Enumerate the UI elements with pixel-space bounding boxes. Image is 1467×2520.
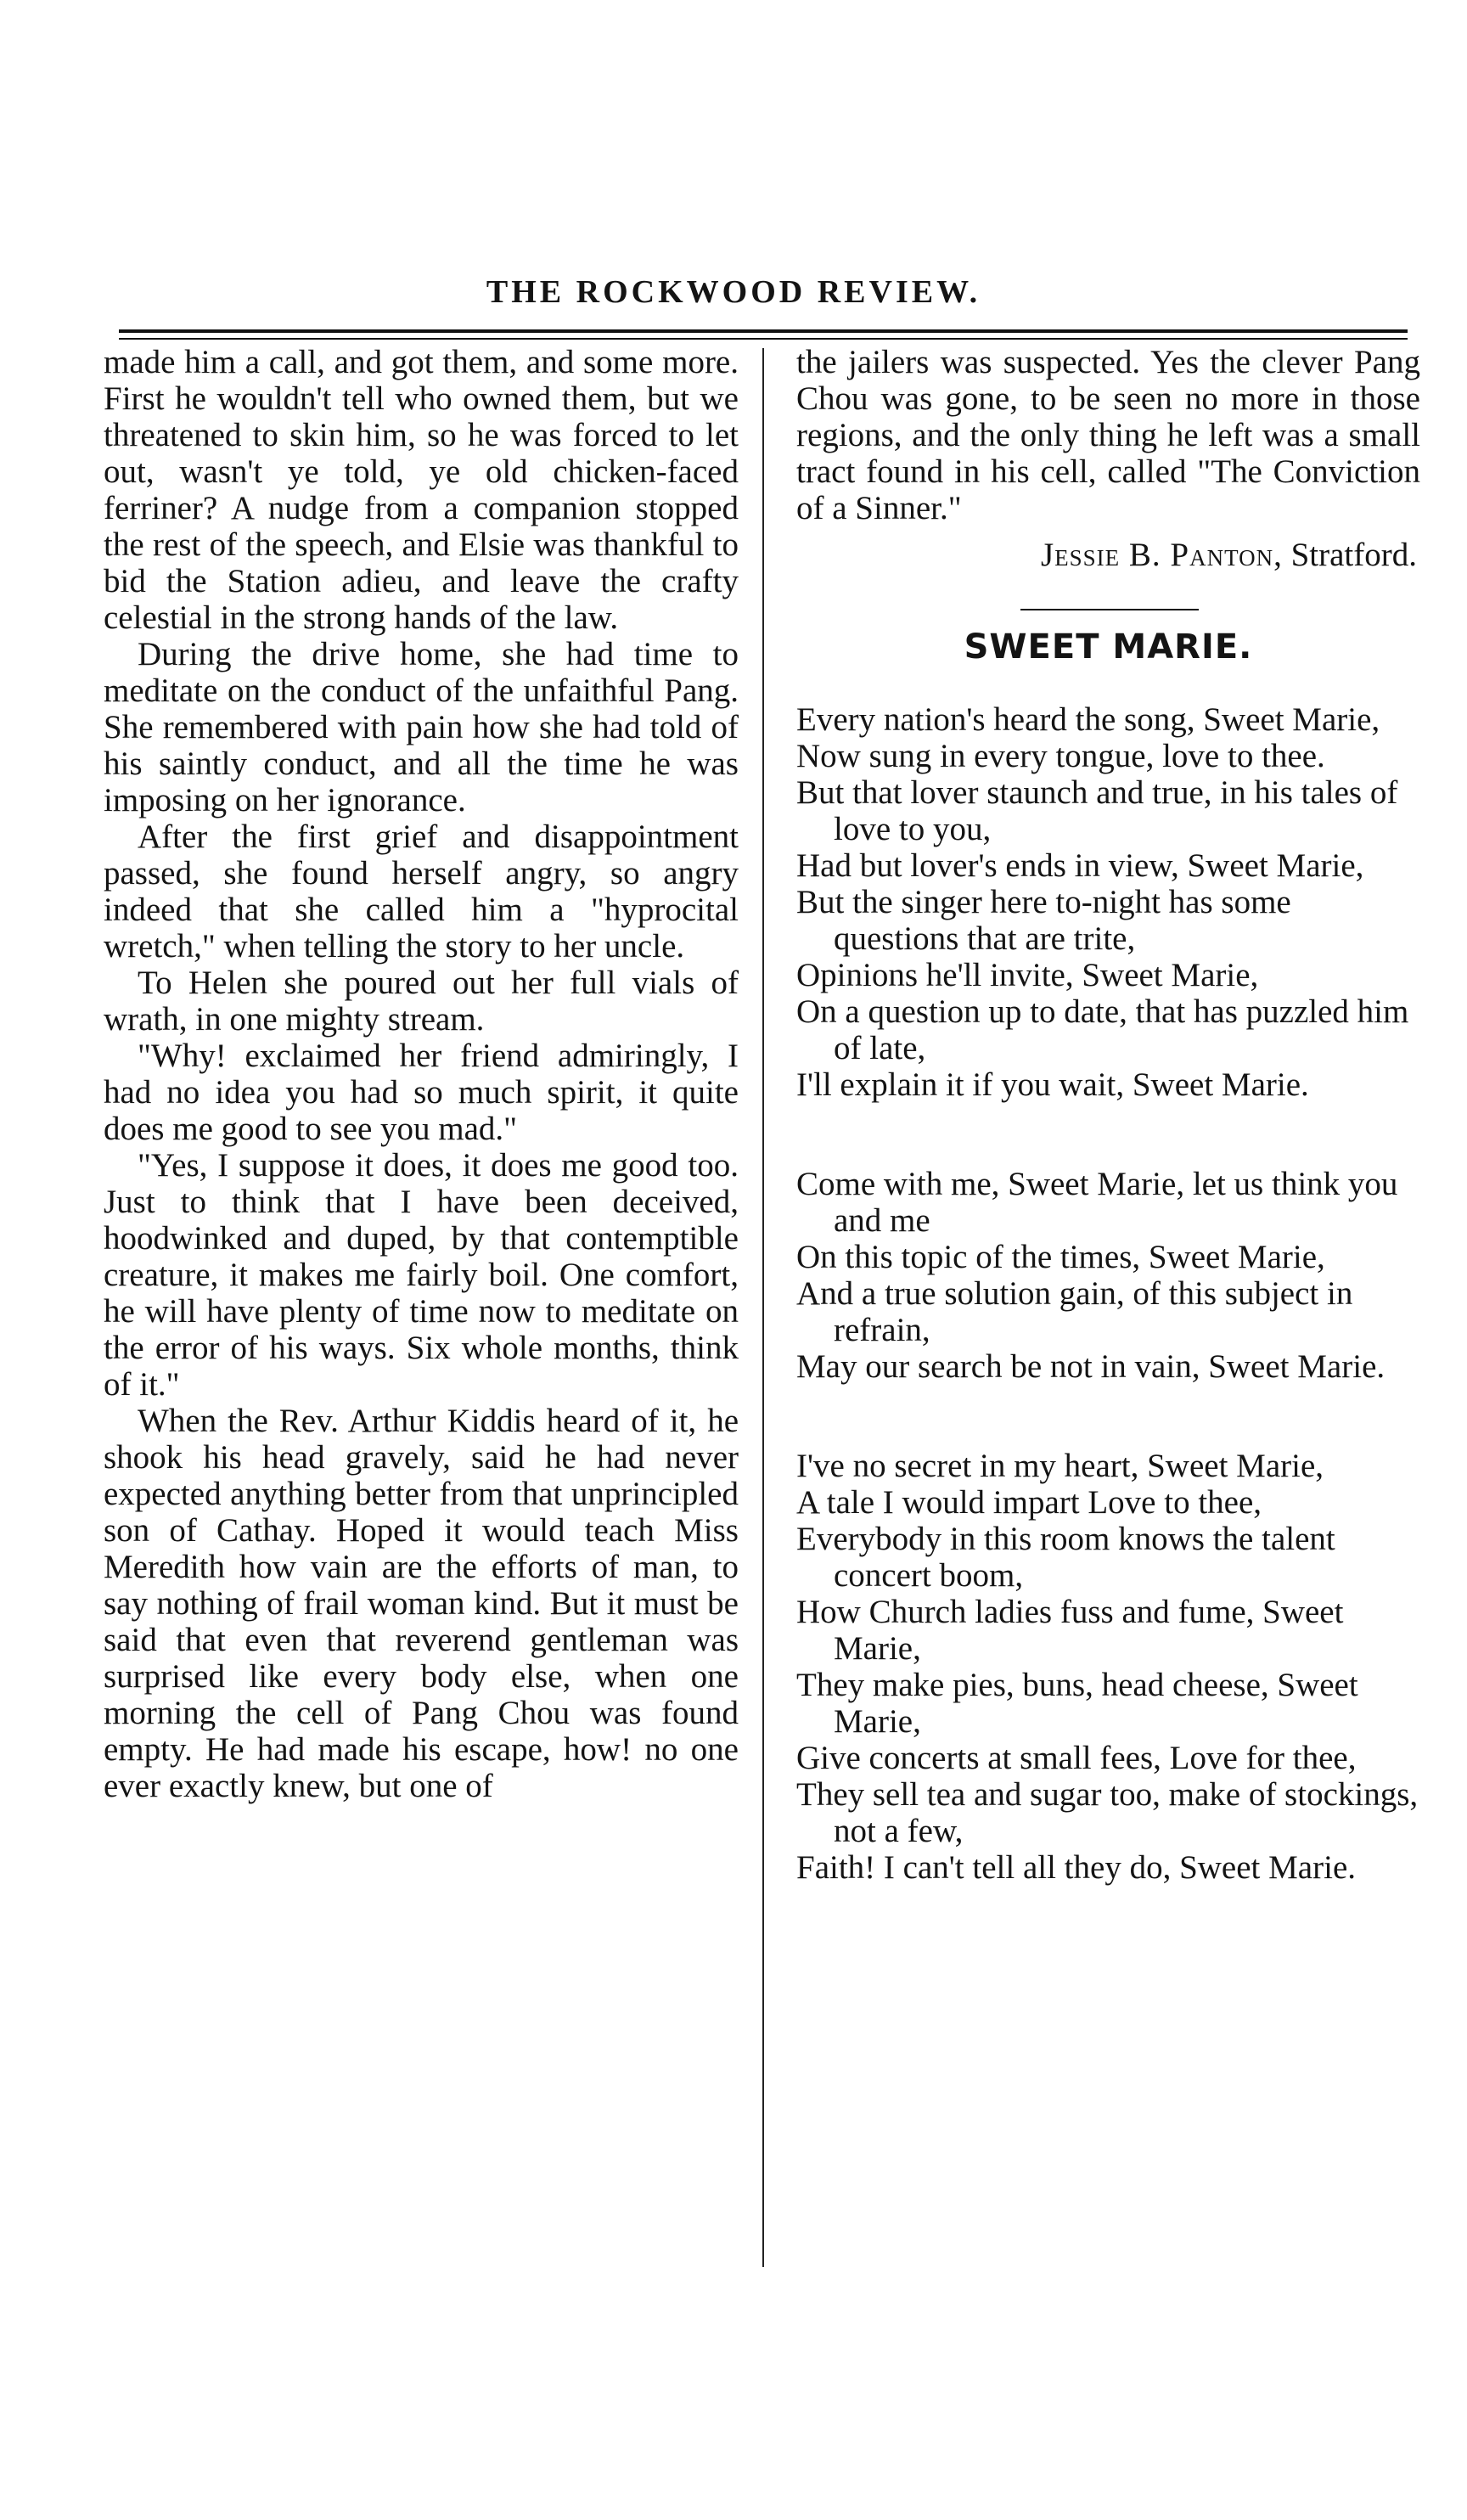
paragraph: During the drive home, she had time to meditate on the conduct of the unfaithful Pang. She remembered with pain how she had told of his saintly conduct, and all the time he was imposing on her ignorance. [104, 636, 739, 818]
poem-line: They make pies, buns, head cheese, Sweet Marie, [796, 1667, 1358, 1740]
section-separator [1020, 609, 1199, 610]
poem-line: Come with me, Sweet Marie, let us think you and me [796, 1166, 1398, 1239]
paragraph: When the Rev. Arthur Kiddis heard of it, he shook his head gravely, said he had never expected anything better from that unprincipled son of Cathay. Hoped it would teach Miss Meredith how vain are the efforts of man, to say nothing of frail woman kind. But it must be said that even that reverend gentleman was surprised like every body else, when one morning the cell of Pang Chou was found empty. He had made his escape, how! no one ever exactly knew, but one of [104, 1403, 739, 1804]
author-name: Jessie B. Panton, [1040, 537, 1283, 573]
poem-title: SWEET MARIE. [964, 627, 1253, 667]
author-place: Stratford. [1290, 537, 1417, 573]
paragraph: "Yes, I suppose it does, it does me good too. Just to think that I have been deceived, hoodwinked and duped, by that contemptible creature, it makes me fairly boil. One comfort, he will have plenty of time now to meditate on the error of his ways. Six whole months, think of it." [104, 1147, 739, 1403]
column-divider [762, 348, 764, 2267]
story-continuation: the jailers was suspected. Yes the clever Pang Chou was gone, to be seen no more in those regions, and the only thing he left was a small tract found in his cell, called "The Conviction of a Sinner." [796, 344, 1420, 526]
right-column [796, 344, 1420, 1886]
poem-line: But the singer here to-night has some questions that are trite, [796, 884, 1291, 957]
header-rule-thin [119, 338, 1408, 340]
paragraph: "Why! exclaimed her friend admiringly, I had no idea you had so much spirit, it quite does me good to see you mad." [104, 1038, 739, 1147]
poem-line: Give concerts at small fees, Love for thee, [796, 1740, 1357, 1776]
poem-line: Faith! I can't tell all they do, Sweet Marie. [796, 1849, 1357, 1886]
poem-line: They sell tea and sugar too, make of stockings, not a few, [796, 1776, 1419, 1849]
poem-line: A tale I would impart Love to thee, [796, 1484, 1262, 1521]
poem-line: Everybody in this room knows the talent concert boom, [796, 1521, 1335, 1594]
poem-line: I've no secret in my heart, Sweet Marie, [796, 1448, 1324, 1484]
running-header: THE ROCKWOOD REVIEW. [486, 274, 981, 310]
left-column [104, 344, 739, 1804]
poem-line: On a question up to date, that has puzzled him of late, [796, 993, 1409, 1066]
poem-line: May our search be not in vain, Sweet Marie. [796, 1348, 1386, 1385]
poem-line: Opinions he'll invite, Sweet Marie, [796, 957, 1259, 993]
author-signature [796, 537, 1420, 573]
poem-line: Had but lover's ends in view, Sweet Marie, [796, 847, 1364, 884]
poem-line: How Church ladies fuss and fume, Sweet Marie, [796, 1594, 1344, 1667]
poem-line: On this topic of the times, Sweet Marie, [796, 1239, 1325, 1275]
paragraph: To Helen she poured out her full vials of wrath, in one mighty stream. [104, 965, 739, 1038]
poem-stanza [796, 1448, 1420, 1886]
header-rule-thick [119, 329, 1408, 333]
poem-line: And a true solution gain, of this subject in refrain, [796, 1275, 1353, 1348]
poem-stanza [796, 701, 1420, 1103]
poem-line: Now sung in every tongue, love to thee. [796, 738, 1325, 774]
paragraph: After the first grief and disappointment passed, she found herself angry, so angry indeed that she called him a "hyprocital wretch," when telling the story to her uncle. [104, 818, 739, 965]
poem-stanza [796, 1166, 1420, 1385]
paragraph: made him a call, and got them, and some more. First he wouldn't tell who owned them, but we threatened to skin him, so he was forced to let out, wasn't ye told, ye old chicken-faced ferriner? A nudge from a companion stopped the rest of the speech, and Elsie was thankful to bid the Station adieu, and leave the crafty celestial in the strong hands of the law. [104, 344, 739, 636]
poem-line: But that lover staunch and true, in his tales of love to you, [796, 774, 1398, 847]
poem-line: I'll explain it if you wait, Sweet Marie. [796, 1066, 1309, 1103]
poem-line: Every nation's heard the song, Sweet Marie, [796, 701, 1380, 738]
